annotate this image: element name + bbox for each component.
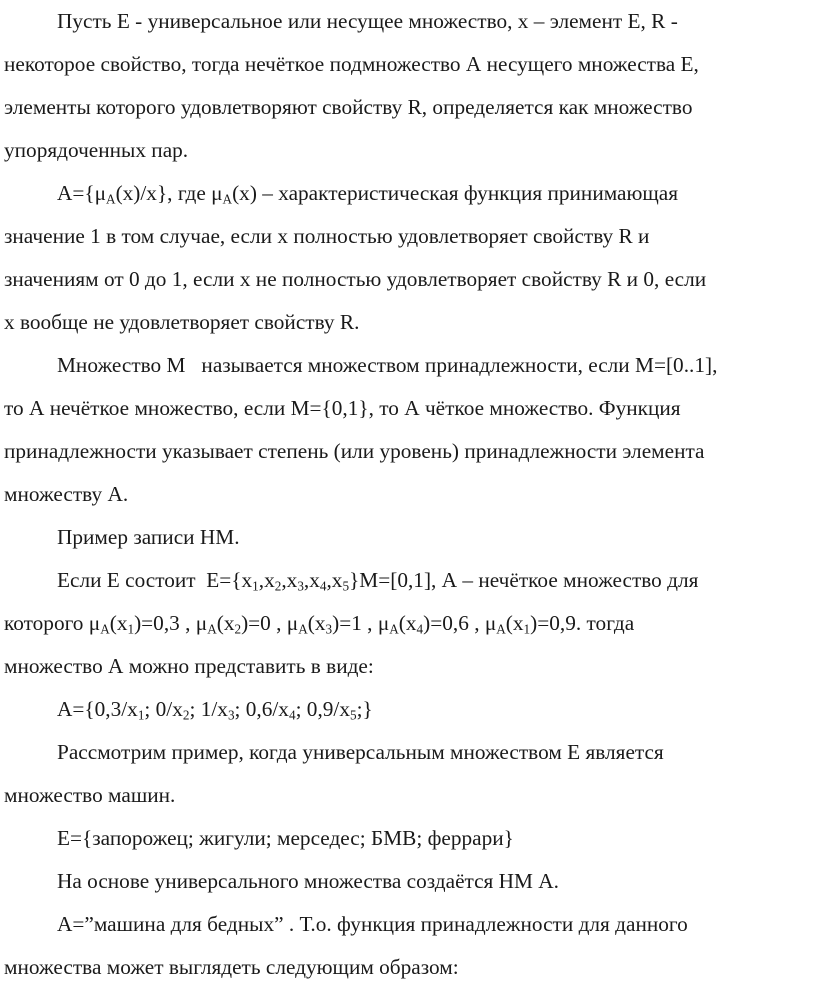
formula-part: (x) – характеристическая функция принимающая	[232, 181, 679, 205]
subscript: A	[298, 621, 308, 637]
formula-part: А={0,3/x	[57, 697, 138, 721]
text-line: А=”машина для бедных” . Т.о. функция принадлежности для данного	[57, 912, 688, 936]
formula-part: )=1 , μ	[332, 611, 390, 635]
text-line: множество машин.	[4, 783, 176, 807]
text-line: Рассмотрим пример, когда универсальным множеством Е является	[57, 740, 664, 764]
subscript: 4	[416, 621, 424, 637]
formula-part: Если Е состоит E={x	[57, 568, 253, 592]
text-line: то А нечёткое множество, если M={0,1}, то А чёткое множество. Функция	[4, 396, 681, 420]
subscript: 5	[342, 578, 350, 594]
formula-line	[4, 602, 810, 645]
formula-part: (x	[398, 611, 417, 635]
paragraph-cars-set	[4, 817, 810, 860]
text-line: На основе универсального множества создаётся НМ А.	[57, 869, 560, 893]
paragraph-fuzzy-set-created	[4, 860, 810, 903]
subscript: 5	[350, 707, 357, 723]
text-line: значение 1 в том случае, если х полностью удовлетворяет свойству R и	[4, 224, 650, 248]
formula-part: А={μ	[57, 181, 107, 205]
text-line: принадлежности указывает степень (или уровень) принадлежности элемента	[4, 439, 705, 463]
text-line: множеству А.	[4, 482, 129, 506]
paragraph-membership-set	[4, 344, 810, 516]
paragraph-set-notation	[4, 688, 810, 731]
formula-part: (x	[307, 611, 326, 635]
paragraph-example-set	[4, 559, 810, 688]
subscript: A	[389, 621, 399, 637]
formula-part: )=0 , μ	[241, 611, 299, 635]
paragraph-poor-car	[4, 903, 810, 989]
formula-part: ; 0,9/x	[295, 697, 350, 721]
text-line: множества может выглядеть следующим образом:	[4, 955, 459, 979]
text-line: значениям от 0 до 1, если х не полностью удовлетворяет свойству R и 0, если	[4, 267, 707, 291]
text-line: упорядоченных пар.	[4, 138, 189, 162]
formula-part: (x	[109, 611, 128, 635]
formula-part: ; 1/x	[189, 697, 228, 721]
subscript: 2	[182, 707, 190, 723]
subscript: 1	[252, 578, 259, 594]
text-line: Множество М называется множеством принадлежности, если M=[0..1],	[57, 353, 718, 377]
subscript: 2	[234, 621, 242, 637]
text-line: Е={запорожец; жигули; мерседес; БМВ; феррари}	[57, 826, 514, 850]
formula-part: )=0,9. тогда	[530, 611, 635, 635]
subscript: 4	[288, 707, 296, 723]
subscript: 1	[137, 707, 145, 723]
subscript: 1	[523, 621, 531, 637]
formula-line: Если Е состоит $E=\{x_1,x_2,x_3,x_4,x_5\}M=[0,1]$, А – нечёткое множество для	[57, 568, 699, 594]
formula-part: ;}	[356, 697, 373, 721]
text-line: Пример записи НМ.	[57, 525, 240, 549]
formula-part: (x)/x}, где μ	[115, 181, 223, 205]
text-line: некоторое свойство, тогда нечёткое подмножество А несущего множества Е,	[4, 52, 699, 76]
paragraph-cars-example	[4, 731, 810, 817]
subscript: 3	[297, 578, 304, 594]
formula-part: )=0,6 , μ	[423, 611, 497, 635]
formula-part: которого μ	[4, 611, 101, 635]
subscript: 3	[325, 621, 333, 637]
subscript: 2	[274, 578, 282, 594]
formula-part: ; 0/x	[144, 697, 183, 721]
formula-line	[4, 688, 810, 731]
formula-part: (x	[505, 611, 524, 635]
text-line: множество А можно представить в виде:	[4, 654, 374, 678]
text-line: х вообще не удовлетворяет свойству R.	[4, 310, 360, 334]
paragraph-universal-set	[4, 0, 810, 172]
subscript: A	[100, 621, 110, 637]
subscript: 4	[319, 578, 327, 594]
subscript: A	[496, 621, 506, 637]
subscript: A	[222, 191, 233, 207]
subscript: A	[106, 191, 116, 207]
paragraph-characteristic-function	[4, 172, 810, 344]
text-line: Пусть Е - универсальное или несущее множество, х – элемент Е, R -	[57, 9, 678, 33]
formula-part: (x	[216, 611, 235, 635]
subscript: 1	[127, 621, 135, 637]
paragraph-example-heading	[4, 516, 810, 559]
formula-part: }M=[0,1], А – нечёткое множество для	[349, 568, 699, 592]
text-line: элементы которого удовлетворяют свойству R, определяется как множество	[4, 95, 693, 119]
formula-part: ; 0,6/x	[234, 697, 289, 721]
formula-part: )=0,3 , μ	[134, 611, 208, 635]
formula-line	[4, 172, 810, 215]
subscript: 3	[227, 707, 235, 723]
subscript: A	[207, 621, 217, 637]
